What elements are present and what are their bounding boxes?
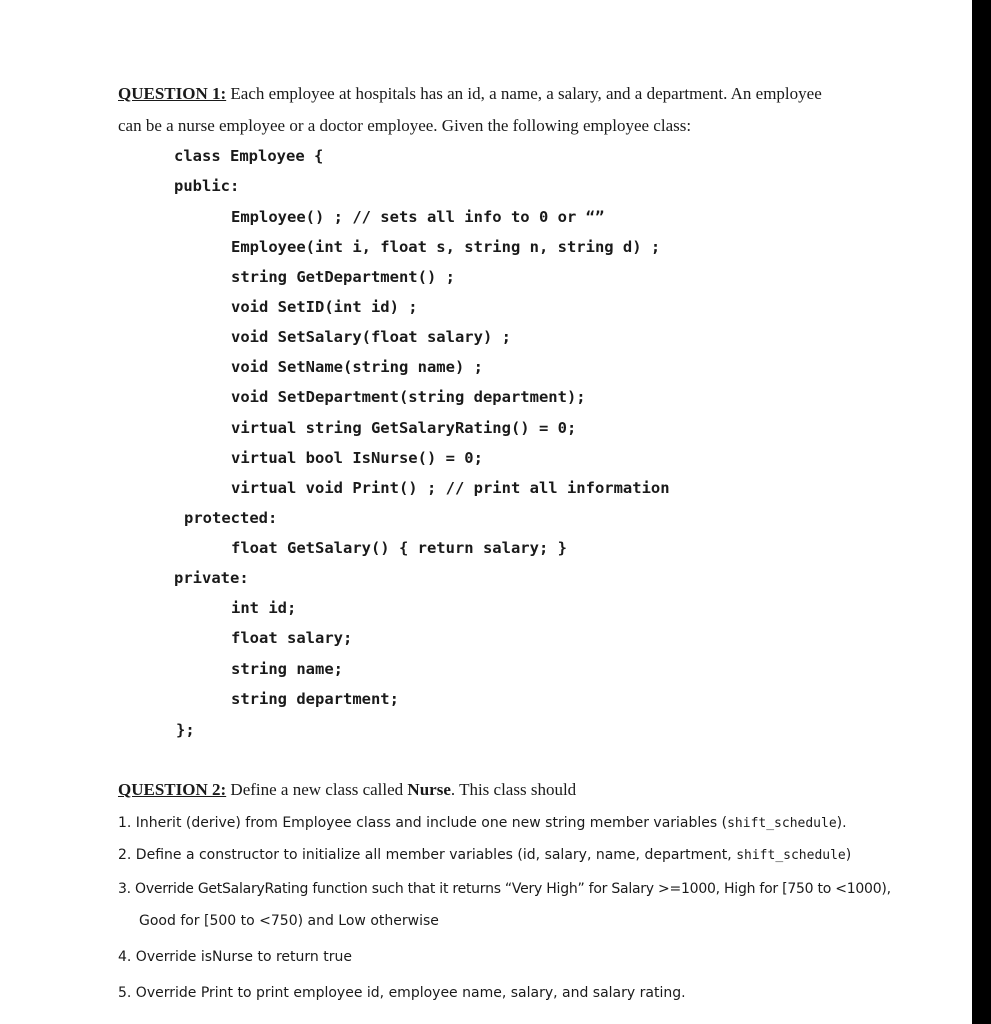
code-line-private: private: bbox=[174, 569, 249, 587]
question1-label: QUESTION 1: bbox=[118, 84, 227, 103]
code-line: virtual string GetSalaryRating() = 0; bbox=[231, 419, 577, 437]
code-line: void SetDepartment(string department); bbox=[231, 388, 586, 406]
question2-intro-pre: Define a new class called bbox=[226, 780, 408, 799]
question2-intro-post: . This class should bbox=[450, 780, 577, 799]
list-item: 3. Override GetSalaryRating function such that it returns “Very High” for Salary >=1000, High for [750 to <1000), bbox=[118, 881, 891, 897]
code-line: int id; bbox=[231, 599, 297, 617]
question2-label: QUESTION 2: bbox=[118, 780, 227, 799]
code-line: string department; bbox=[231, 690, 399, 708]
list-item: 4. Override isNurse to return true bbox=[118, 949, 352, 965]
list-item-code: shift_schedule bbox=[736, 848, 846, 863]
list-item-text: ) bbox=[845, 847, 852, 863]
question2-class-name: Nurse bbox=[407, 780, 451, 799]
code-line-class-decl: class Employee { bbox=[174, 147, 324, 165]
list-item-continuation: Good for [500 to <750) and Low otherwise bbox=[139, 913, 439, 929]
code-line: float GetSalary() { return salary; } bbox=[231, 539, 567, 557]
list-item-code: shift_schedule bbox=[727, 816, 837, 831]
code-line: string GetDepartment() ; bbox=[231, 268, 455, 286]
list-item bbox=[118, 845, 851, 866]
question1-intro-text: Each employee at hospitals has an id, a name, a salary, and a department. An employee bbox=[226, 84, 822, 103]
code-line: string name; bbox=[231, 660, 343, 678]
code-line: virtual void Print() ; // print all information bbox=[231, 479, 670, 497]
question1-intro-line2: can be a nurse employee or a doctor employee. Given the following employee class: bbox=[118, 116, 692, 135]
code-line: void SetID(int id) ; bbox=[231, 298, 418, 316]
code-line: float salary; bbox=[231, 629, 353, 647]
list-item-text: ). bbox=[836, 815, 847, 831]
list-item-text: 1. Inherit (derive) from Employee class and include one new string member variables ( bbox=[118, 815, 728, 831]
code-line: virtual bool IsNurse() = 0; bbox=[231, 449, 483, 467]
list-item-text: 2. Define a constructor to initialize all member variables (id, salary, name, department, bbox=[118, 847, 737, 863]
code-line: Employee() ; // sets all info to 0 or “” bbox=[231, 208, 605, 226]
question1-intro-line1 bbox=[118, 84, 822, 104]
code-line-protected: protected: bbox=[184, 509, 278, 527]
list-item bbox=[118, 813, 847, 834]
code-line: void SetSalary(float salary) ; bbox=[231, 328, 511, 346]
list-item: 5. Override Print to print employee id, employee name, salary, and salary rating. bbox=[118, 985, 686, 1001]
code-line-close: }; bbox=[176, 721, 195, 739]
code-line-public: public: bbox=[174, 177, 240, 195]
question2-intro bbox=[118, 780, 576, 800]
code-line: Employee(int i, float s, string n, string d) ; bbox=[231, 238, 661, 256]
code-line: void SetName(string name) ; bbox=[231, 358, 483, 376]
